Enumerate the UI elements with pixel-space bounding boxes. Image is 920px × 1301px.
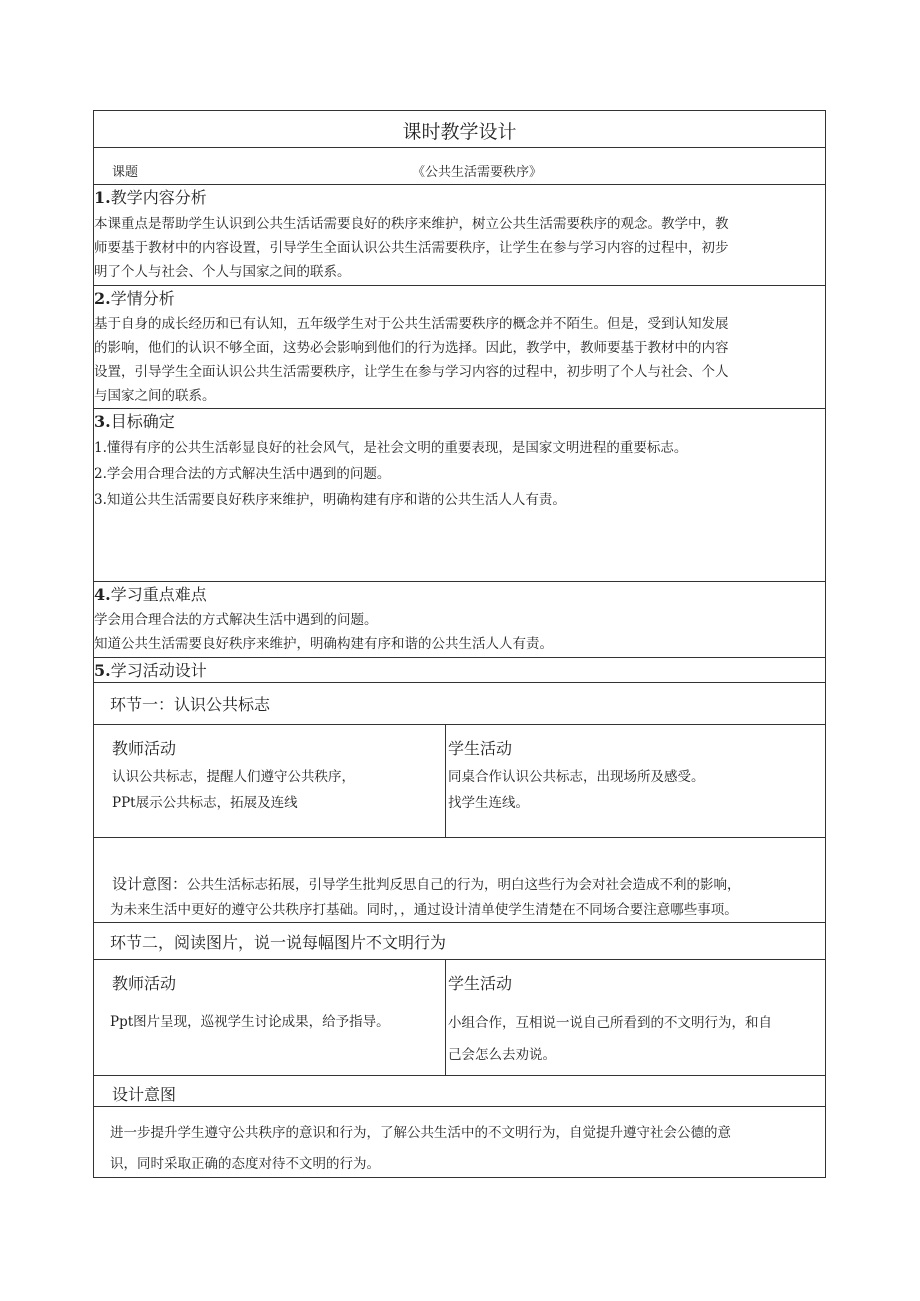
text-line: 知道公共生活需要良好秩序来维护，明确构建有序和谐的公共生活人人有责。: [94, 636, 553, 652]
text-line: 小组合作，互相说一说自己所看到的不文明行为，和自: [448, 1015, 772, 1031]
student-activity-heading: 学生活动: [448, 739, 513, 758]
lesson-design-table: [93, 110, 826, 1178]
text-line: 3.知道公共生活需要良好秩序来维护，明确构建有序和谐的公共生活人人有责。: [94, 492, 566, 508]
text-line: 1.懂得有序的公共生活彰显良好的社会风气，是社会文明的重要表现，是国家文明进程的重要标志。: [94, 440, 688, 456]
divider: [94, 184, 825, 185]
link-2-design-intent-text: [110, 1118, 731, 1180]
divider: [94, 1075, 825, 1076]
text-line: 找学生连线。: [448, 795, 529, 811]
student-activity-text: [448, 1007, 772, 1071]
text-line: 进一步提升学生遵守公共秩序的意识和行为，了解公共生活中的不文明行为，自觉提升遵守社会公德的意: [110, 1125, 731, 1141]
teacher-activity-text: [112, 764, 355, 816]
teacher-activity-heading: 教师活动: [112, 974, 177, 993]
section-2-body: [94, 312, 825, 408]
divider: [94, 1106, 825, 1107]
divider: [94, 837, 825, 838]
text-line: 2.学会用合理合法的方式解决生活中遇到的问题。: [94, 466, 391, 482]
link-2-title: 环节二，阅读图片，说一说每幅图片不文明行为: [110, 933, 447, 952]
section-1-heading: 1.教学内容分析: [94, 188, 207, 207]
text-line: 师要基于教材中的内容设置，引导学生全面认识公共生活需要秩序，让学生在参与学习内容的过程中，初步: [94, 240, 729, 256]
text-line: 设置，引导学生全面认识公共生活需要秩序，让学生在参与学习内容的过程中，初步明了个人与社会、个人: [94, 364, 729, 380]
section-5-heading: 5.学习活动设计: [94, 661, 207, 680]
text-line: 认识公共标志，提醒人们遵守公共秩序，: [112, 769, 355, 785]
section-3-body: [94, 435, 825, 513]
divider: [94, 581, 825, 582]
text-line: 己会怎么去劝说。: [448, 1047, 556, 1063]
text-line: PPt展示公共标志，拓展及连线: [112, 795, 298, 811]
text-line: 公共生活标志拓展，引导学生批判反思自己的行为，明白这些行为会对社会造成不利的影响，: [187, 877, 741, 893]
link-1-title: 环节一：认识公共标志: [110, 695, 271, 714]
column-divider: [445, 959, 446, 1075]
link-1-design-intent: [112, 871, 741, 898]
text-line: 的影响，他们的认识不够全面，这势必会影响到他们的行为选择。因此，教学中，教师要基于教材中的内容: [94, 340, 729, 356]
section-3-heading: 3.目标确定: [94, 412, 175, 431]
student-activity-text: [448, 764, 705, 816]
divider: [94, 657, 825, 658]
text-line: Ppt图片呈现，巡视学生讨论成果，给予指导。: [110, 1014, 390, 1030]
teacher-activity-heading: 教师活动: [112, 739, 177, 758]
divider: [94, 724, 825, 725]
divider: [94, 922, 825, 923]
section-2-heading: 2.学情分析: [94, 289, 175, 308]
text-line: 明了个人与社会、个人与国家之间的联系。: [94, 264, 351, 280]
text-line: 本课重点是帮助学生认识到公共生活话需要良好的秩序来维护，树立公共生活需要秩序的观念。教学中，教: [94, 216, 729, 232]
divider: [94, 285, 825, 286]
text-line: 基于自身的成长经历和已有认知，五年级学生对于公共生活需要秩序的概念并不陌生。但是，受到认知发展: [94, 316, 729, 332]
topic-row: [94, 160, 825, 185]
divider: [94, 147, 825, 148]
section-4-heading: 4.学习重点难点: [94, 585, 207, 604]
divider: [94, 959, 825, 960]
link-2-design-intent-label: 设计意图: [112, 1085, 177, 1104]
topic-label: 课题: [112, 165, 139, 180]
divider: [94, 408, 825, 409]
student-activity-heading: 学生活动: [448, 974, 513, 993]
section-4-body: [94, 608, 825, 656]
text-line: 与国家之间的联系。: [94, 388, 216, 404]
page-title: 课时教学设计: [402, 121, 517, 143]
link-1-design-intent-cont: [110, 897, 738, 923]
teacher-activity-text: [110, 1009, 390, 1035]
topic-value: 《公共生活需要秩序》: [412, 165, 543, 180]
column-divider: [445, 724, 446, 837]
text-line: 为未来生活中更好的遵守公共秩序打基础。同时，，通过设计清单使学生清楚在不同场合要注意哪些事项。: [110, 902, 738, 918]
text-line: 学会用合理合法的方式解决生活中遇到的问题。: [94, 612, 378, 628]
divider: [94, 682, 825, 683]
design-intent-label: 设计意图：: [112, 875, 188, 893]
text-line: 同桌合作认识公共标志，出现场所及感受。: [448, 769, 705, 785]
section-1-body: [94, 212, 825, 284]
text-line: 识，同时采取正确的态度对待不文明的行为。: [110, 1156, 380, 1172]
